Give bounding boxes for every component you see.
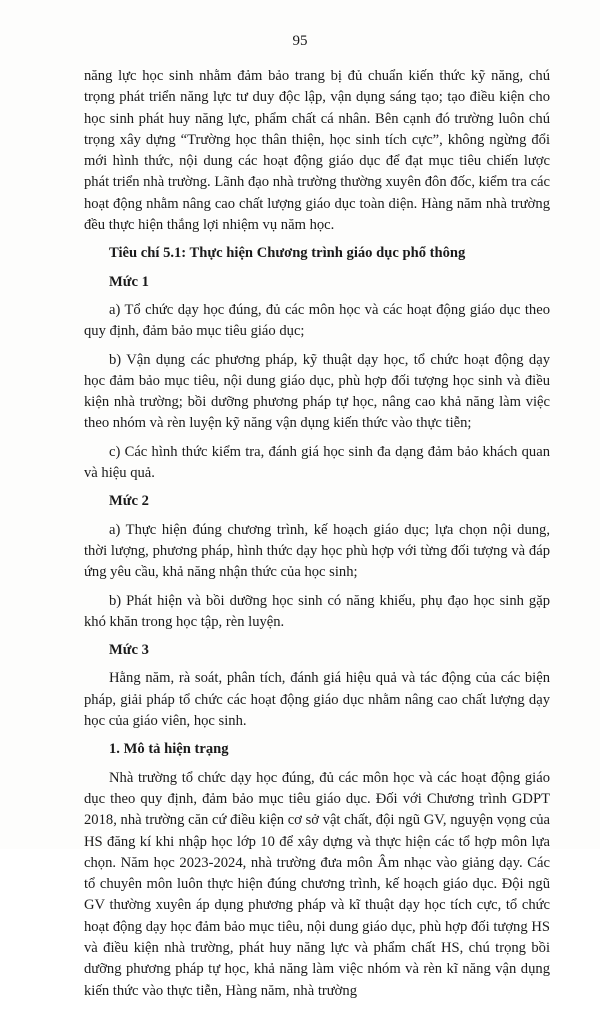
- body-paragraph: Nhà trường tổ chức dạy học đúng, đủ các môn học và các hoạt động giáo dục theo quy định, đảm bảo mục tiêu giáo dục. Đối với Chương trình GDPT 2018, nhà trường căn cứ điều kiện cơ sở vật chất, đội ngũ GV, nguyện vọng của HS đăng kí khi nhập học lớp 10 để xây dựng và thực hiện các tổ hợp môn lựa chọn. Năm học 2023-2024, nhà trường đưa môn Âm nhạc vào giảng dạy. Các tổ chuyên môn luôn thực hiện đúng chương trình, kế hoạch giáo dục. Đội ngũ GV thường xuyên áp dụng phương pháp và kĩ thuật dạy học tích cực, tổ chức hoạt động dạy học đảm bảo mục tiêu, nội dung giáo dục, phù hợp đối tượng HS và điều kiện nhà trường, phát huy năng lực và phẩm chất HS, chú trọng bồi dưỡng phương pháp tự học, khả năng làm việc nhóm và rèn kĩ năng vận dụng kiến thức vào thực tiễn, Hàng năm, nhà trường: [84, 769, 550, 999]
- body-paragraph: b) Vận dụng các phương pháp, kỹ thuật dạy học, tổ chức hoạt động dạy học đảm bảo mục tiêu, nội dung giáo dục, phù hợp đối tượng học sinh và điều kiện nhà trường; bồi dưỡng phương pháp tự học, nâng cao khả năng làm việc theo nhóm và rèn luyện kỹ năng vận dụng kiến thức vào thực tiễn;: [84, 351, 550, 432]
- section-heading: 1. Mô tả hiện trạng: [109, 741, 229, 758]
- body-paragraph: Hằng năm, rà soát, phân tích, đánh giá hiệu quả và tác động của các biện pháp, giải pháp tổ chức các hoạt động giáo dục nhằm nâng cao chất lượng dạy học của giáo viên, học sinh.: [84, 670, 550, 730]
- body-paragraph: năng lực học sinh nhằm đảm bảo trang bị đủ chuẩn kiến thức kỹ năng, chú trọng phát triển năng lực tư duy độc lập, vận dụng sáng tạo; tạo điều kiện cho học sinh phát huy năng lực, phẩm chất cá nhân. Bên cạnh đó trường luôn chú trọng xây dựng “Trường học thân thiện, học sinh tích cực”, không ngừng đổi mới hình thức, nội dung các hoạt động giáo dục để đạt mục tiêu chiến lược phát triển nhà trường. Lãnh đạo nhà trường thường xuyên đôn đốc, kiểm tra các hoạt động nhằm nâng cao chất lượng giáo dục toàn diện. Hàng năm nhà trường đều thực hiện thắng lợi nhiệm vụ năm học.: [84, 68, 550, 234]
- section-heading: Tiêu chí 5.1: Thực hiện Chương trình giáo dục phổ thông: [109, 245, 466, 262]
- section-heading: Mức 1: [109, 273, 149, 290]
- document-body: [84, 66, 550, 1009]
- body-paragraph: a) Tổ chức dạy học đúng, đủ các môn học và các hoạt động giáo dục theo quy định, đảm bảo mục tiêu giáo dục;: [84, 301, 550, 340]
- body-paragraph: a) Thực hiện đúng chương trình, kế hoạch giáo dục; lựa chọn nội dung, thời lượng, phương pháp, hình thức dạy học phù hợp với từng đối tượng và đáp ứng yêu cầu, khả năng nhận thức của học sinh;: [84, 521, 550, 581]
- page-number: 95: [292, 33, 308, 49]
- section-heading: Mức 3: [109, 642, 149, 659]
- section-heading: Mức 2: [109, 493, 149, 510]
- body-paragraph: b) Phát hiện và bồi dưỡng học sinh có năng khiếu, phụ đạo học sinh gặp khó khăn trong học tập, rèn luyện.: [84, 592, 550, 630]
- body-paragraph: c) Các hình thức kiểm tra, đánh giá học sinh đa dạng đảm bảo khách quan và hiệu quả.: [84, 443, 550, 482]
